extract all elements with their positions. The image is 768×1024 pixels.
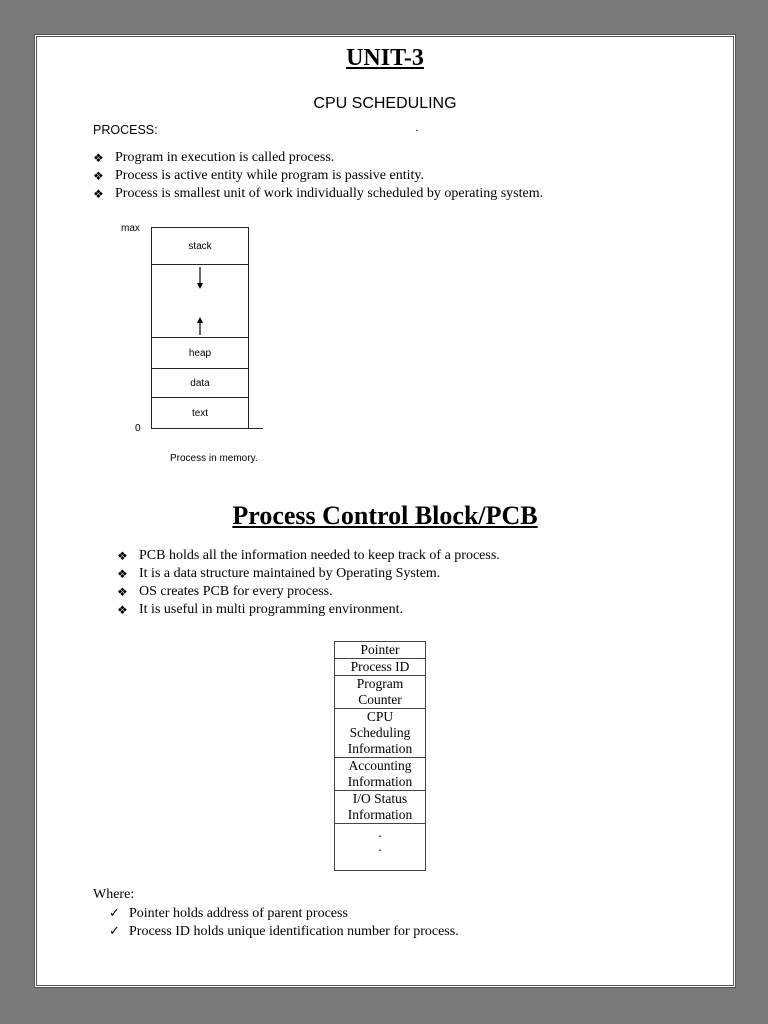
- heap-segment: [151, 337, 249, 369]
- free-space-region: [151, 265, 249, 337]
- pcb-field-more: · ·: [377, 829, 383, 858]
- segment-label: stack: [188, 240, 212, 252]
- arrows-icon: [152, 265, 248, 337]
- zero-label: 0: [135, 423, 141, 434]
- pcb-field-cpu-scheduling: CPU Scheduling Information: [335, 709, 425, 758]
- list-item: ✓ Process ID holds unique identification number for process.: [109, 923, 459, 941]
- section-heading-cpu-scheduling: CPU SCHEDULING: [313, 95, 457, 112]
- pcb-field-io-status: I/O Status Information: [335, 791, 425, 824]
- list-item: ❖ PCB holds all the information needed to keep track of a process.: [117, 547, 500, 565]
- unit-title: UNIT-3: [346, 45, 424, 71]
- pcb-field-program-counter: Program Counter: [335, 676, 425, 709]
- where-list: [109, 905, 459, 941]
- pcb-field-accounting: Accounting Information: [335, 758, 425, 791]
- list-item: ❖ OS creates PCB for every process.: [117, 583, 500, 601]
- list-item: ✓ Pointer holds address of parent process: [109, 905, 459, 923]
- process-bullet-list: [93, 149, 543, 203]
- list-item: ❖ Process is smallest unit of work individually scheduled by operating system.: [93, 185, 543, 203]
- segment-label: heap: [188, 347, 212, 359]
- stack-segment: [151, 227, 249, 265]
- pcb-field-process-id: Process ID: [335, 659, 425, 676]
- diagram-caption: Process in memory.: [170, 453, 258, 464]
- list-item: ❖ It is useful in multi programming environment.: [117, 601, 500, 619]
- data-segment: [151, 368, 249, 398]
- pcb-table: [334, 641, 426, 871]
- document-page: [34, 34, 736, 988]
- list-item: ❖ Program in execution is called process.: [93, 149, 543, 167]
- list-item: ❖ Process is active entity while program is passive entity.: [93, 167, 543, 185]
- pcb-heading: Process Control Block/PCB: [232, 501, 538, 530]
- baseline: [151, 428, 263, 429]
- max-label: max: [121, 223, 140, 234]
- text-segment: [151, 397, 249, 429]
- stray-mark: ·: [415, 123, 419, 137]
- where-label: Where:: [93, 887, 135, 902]
- list-item: ❖ It is a data structure maintained by Operating System.: [117, 565, 500, 583]
- pcb-field-pointer: Pointer: [335, 642, 425, 659]
- segment-label: data: [190, 377, 210, 389]
- segment-label: text: [191, 407, 209, 419]
- process-label: PROCESS:: [93, 123, 158, 137]
- pcb-bullet-list: [117, 547, 500, 619]
- process-in-memory-diagram: [117, 223, 297, 473]
